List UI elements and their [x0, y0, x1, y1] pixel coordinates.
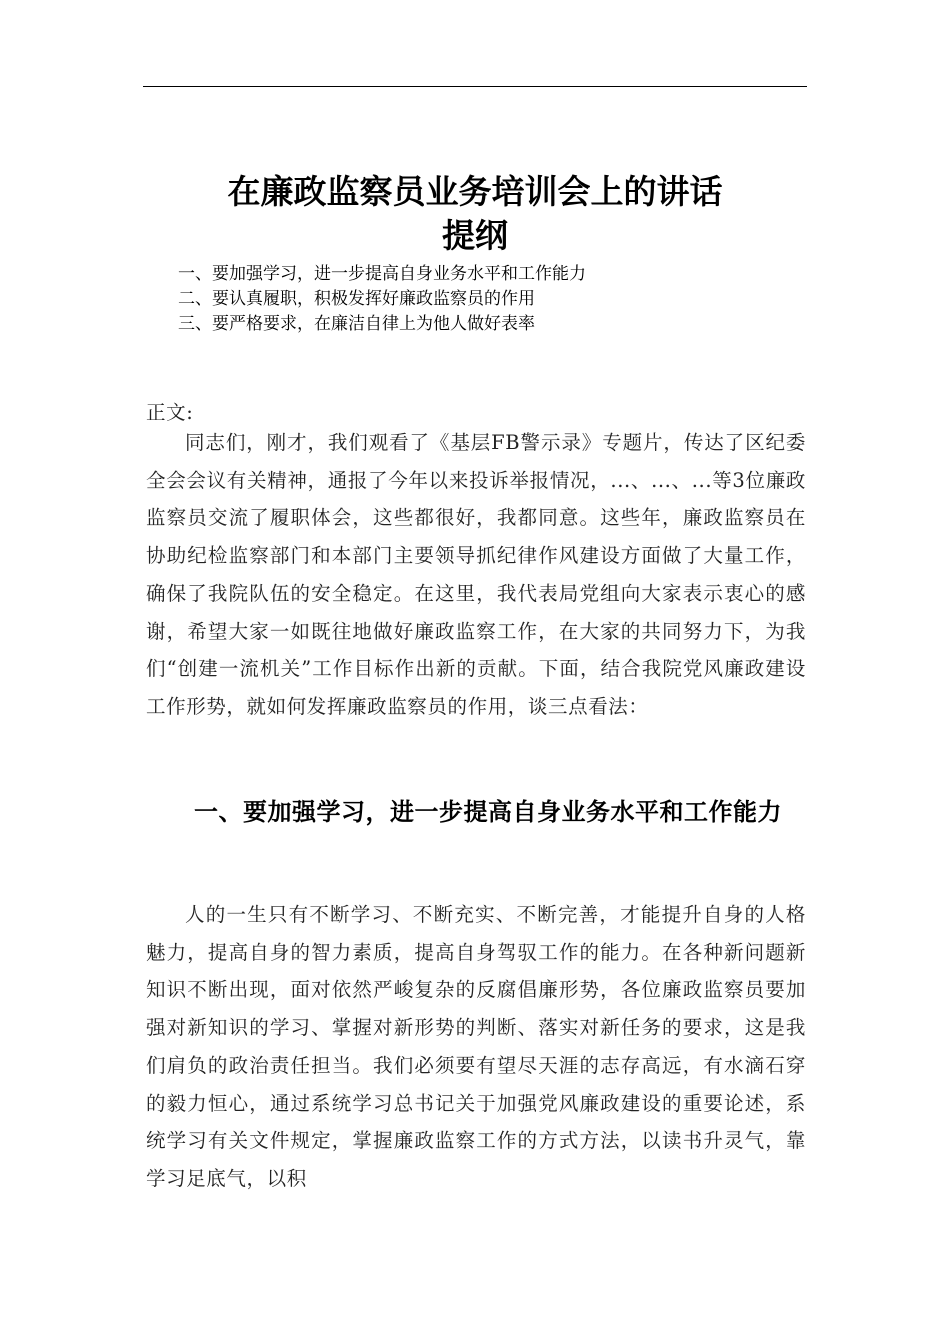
outline-item: 一、要加强学习，进一步提高自身业务水平和工作能力 [178, 264, 586, 284]
outline-list [178, 262, 798, 337]
section-heading: 一、要加强学习，进一步提高自身业务水平和工作能力 [194, 798, 782, 826]
body-label: 正文: [146, 401, 194, 424]
header-rule [143, 86, 807, 87]
document-title: 在廉政监察员业务培训会上的讲话 [227, 172, 723, 211]
document-subtitle: 提纲 [442, 216, 508, 255]
paragraph-section1: 人的一生只有不断学习、不断充实、不断完善，才能提升自身的人格魅力，提高自身的智力素质，提高自身驾驭工作的能力。在各种新问题新知识不断出现，面对依然严峻复杂的反腐倡廉形势，各位廉政监察员要加强对新知识的学习、掌握对新形势的判断、落实对新任务的要求，这是我们肩负的政治责任担当。我们必须要有望尽天涯的志存高远，有水滴石穿的毅力恒心，通过系统学习总书记关于加强党风廉政建设的重要论述，系统学习有关文件规定，掌握廉政监察工作的方式方法，以读书升灵气，靠学习足底气，以积 [146, 903, 806, 1190]
paragraph-intro: 同志们，刚才，我们观看了《基层FB警示录》专题片，传达了区纪委全会会议有关精神，通报了今年以来投诉举报情况，...、...、...等3位廉政监察员交流了履职体会，这些都很好，我都同意。这些年，廉政监察员在协助纪检监察部门和本部门主要领导抓纪律作风建设方面做了大量工作，确保了我院队伍的安全稳定。在这里，我代表局党组向大家表示衷心的感谢，希望大家一如既往地做好廉政监察工作，在大家的共同努力下，为我们“创建一流机关”工作目标作出新的贡献。下面，结合我院党风廉政建设工作形势，就如何发挥廉政监察员的作用，谈三点看法： [146, 431, 806, 718]
outline-item: 二、要认真履职，积极发挥好廉政监察员的作用 [178, 289, 535, 309]
outline-item: 三、要严格要求，在廉洁自律上为他人做好表率 [178, 314, 535, 334]
